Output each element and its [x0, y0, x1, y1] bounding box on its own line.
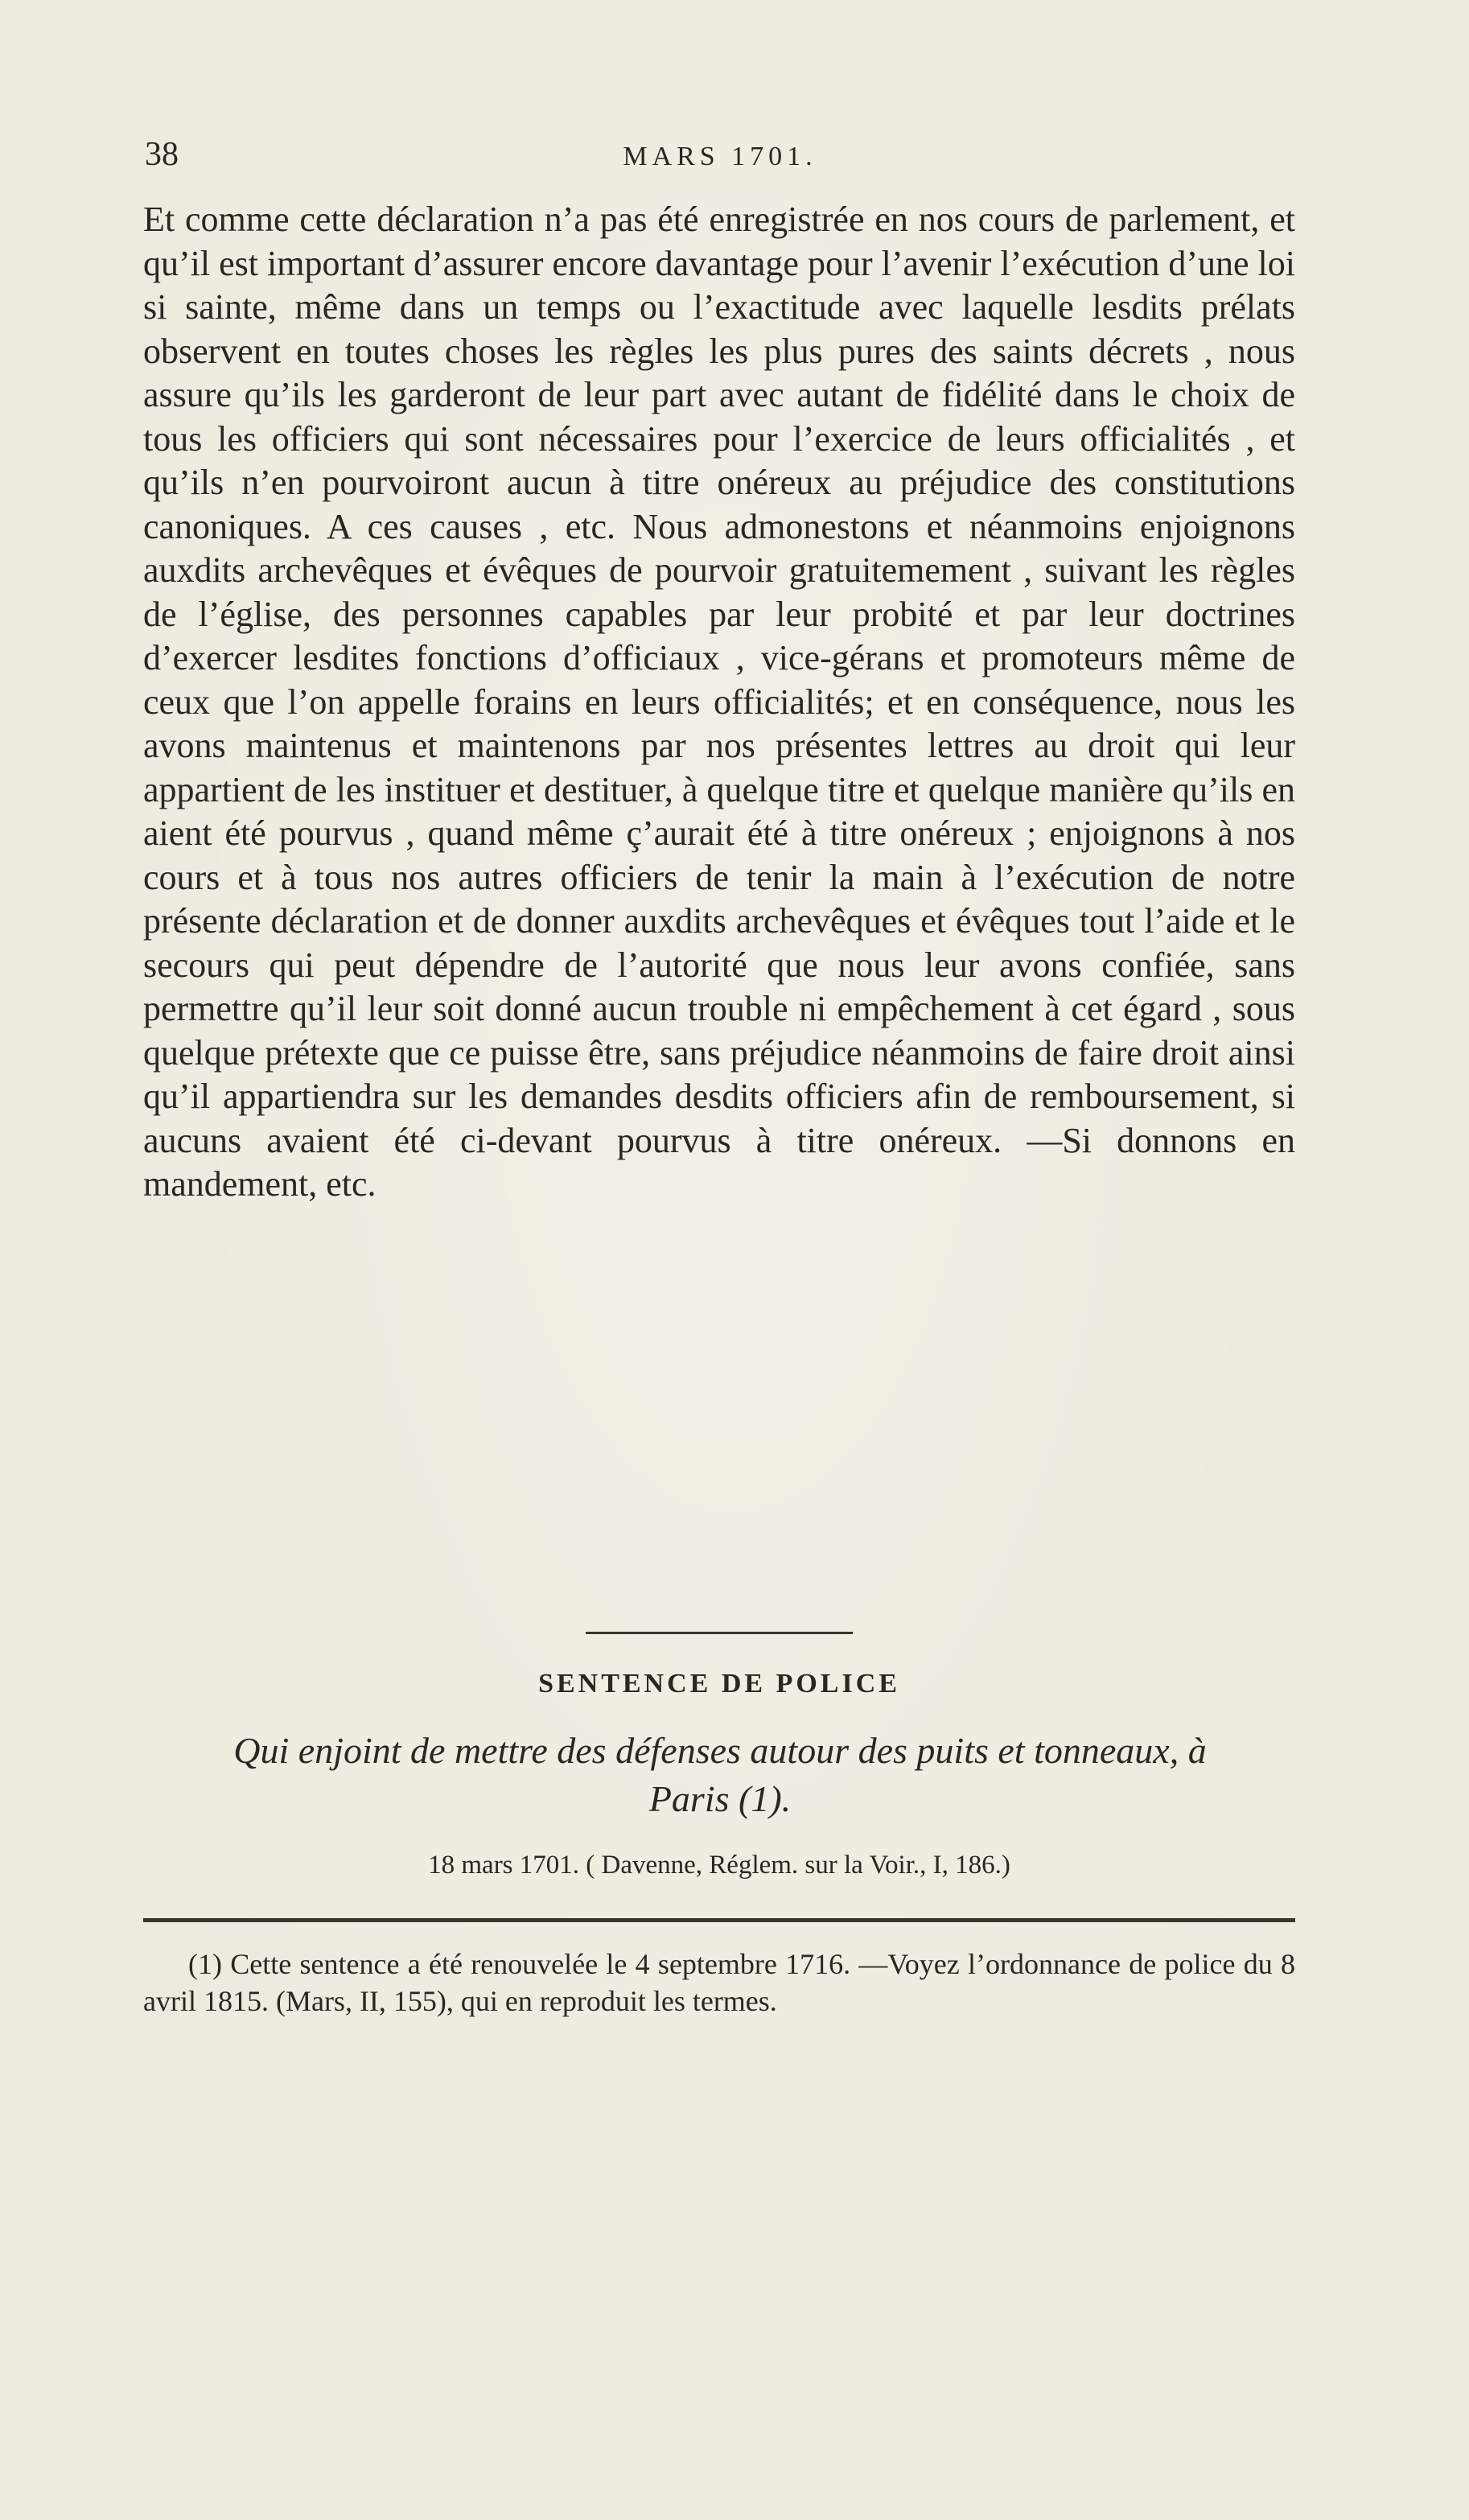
section-subtitle: Qui enjoint de mettre des défenses autour des puits et tonneaux, à Paris (1). — [233, 1730, 1207, 1819]
section-title: SENTENCE DE POLICE — [538, 1669, 900, 1699]
date-citation: 18 mars 1701. ( Davenne, Réglem. sur la Voir., I, 186.) — [428, 1851, 1010, 1880]
page-header — [145, 135, 1295, 183]
body-paragraph: Et comme cette déclaration n’a pas été enregistrée en nos cours de parlement, et qu’il est important d’assurer encore davantage pour l’avenir l’exécution d’une loi si sainte, même dans un temps ou l’exactitude avec laquelle lesdits prélats observent en toutes choses les règles les plus pures des saints décrets , nous assure qu’ils les garderont de leur part avec autant de fidélité dans le choix de tous les officiers qui sont nécessaires pour l’exercice de leurs officialités , et qu’ils n’en pourvoiront aucun à titre onéreux au préjudice des constitutions canoniques. A ces causes , etc. Nous admonestons et néanmoins enjoignons auxdits archevêques et évêques de pourvoir gratuitemement , suivant les règles de l’église, des personnes capables par leur probité et par leur doctrines d’exercer lesdites fonctions d’officiaux , vice-gérans et promoteurs même de ceux que l’on appelle forains en leurs officialités; et en conséquence, nous les avons maintenus et maintenons par nos présentes lettres au droit qui leur appartient de les instituer et destituer, à quelque titre et quelque manière qu’ils en aient été pourvus , quand même ç’aurait été à titre onéreux ; enjoignons à nos cours et à tous nos autres officiers de tenir la main à l’exécution de notre présente déclaration et de donner auxdits archevêques et évêques tout l’aide et le secours qui peut dépendre de l’autorité que nous leur avons confiée, sans permettre qu’il leur soit donné aucun trouble ni empêchement à cet égard , sous quelque prétexte que ce puisse être, sans préjudice néanmoins de faire droit ainsi qu’il appartiendra sur les demandes desdits officiers afin de remboursement, si aucuns avaient été ci-devant pourvus à titre onéreux. —Si donnons en mandement, etc. — [143, 200, 1295, 1204]
running-head: MARS 1701. — [623, 142, 817, 171]
footnote-separator — [143, 1918, 1295, 1922]
footnote: (1) Cette sentence a été renouvelée le 4 septembre 1716. —Voyez l’ordonnance de police du 8 avril 1815. (Mars, II, 155), qui en reproduit les termes. — [143, 1948, 1295, 2017]
section-divider — [586, 1632, 853, 1634]
page-number: 38 — [145, 136, 179, 173]
